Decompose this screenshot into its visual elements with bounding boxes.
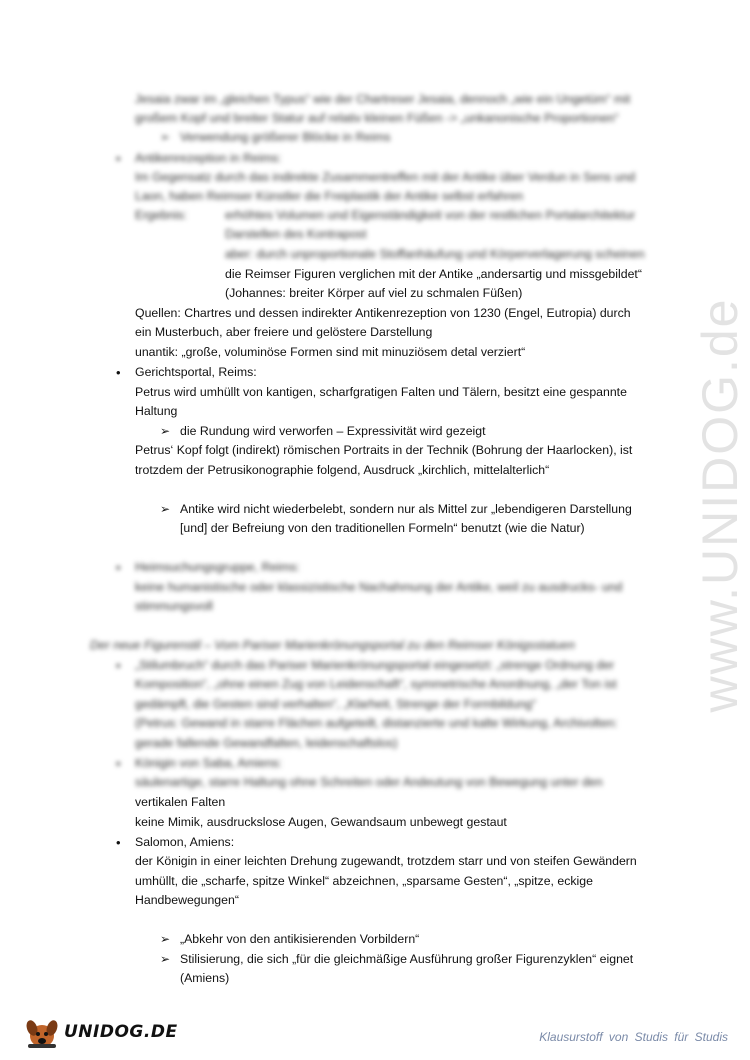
text-line: unantik: „große, voluminöse Formen sind mit minuziösem detal verziert“ bbox=[135, 345, 526, 359]
text-line: (Petrus: Gewand in starre Flächen aufgeteilt, distanzierte und kalte Wirkung, Archivolten: bbox=[135, 716, 618, 730]
bullet-icon: • bbox=[116, 560, 121, 575]
text-line: vertikalen Falten bbox=[135, 795, 226, 809]
text-line: keine Mimik, ausdruckslose Augen, Gewandsaum unbewegt gestaut bbox=[135, 815, 507, 829]
text-line: Quellen: Chartres und dessen indirekter Antikenrezeption von 1230 (Engel, Eutropia) durch bbox=[135, 306, 631, 320]
watermark bbox=[690, 280, 750, 730]
bullet-icon: • bbox=[116, 756, 121, 771]
text-line: Laon, haben Reimser Künstler die Freiplastik der Antike selbst erfahren bbox=[135, 189, 524, 203]
footer-slogan: Klausurstoff von Studis für Studis bbox=[539, 1030, 728, 1044]
text-line: „Abkehr von den antikisierenden Vorbildern“ bbox=[180, 932, 420, 946]
text-line: die Rundung wird verworfen – Expressivität wird gezeigt bbox=[180, 424, 486, 438]
text-line: Darstellen des Kontrapost bbox=[225, 227, 367, 241]
logo-text: UNIDOG.DE bbox=[64, 1022, 178, 1042]
arrow-bullet-icon: ➢ bbox=[160, 130, 171, 144]
unidog-logo bbox=[22, 1016, 178, 1052]
dog-mascot-icon bbox=[22, 1016, 62, 1050]
text-line: Antike wird nicht wiederbelebt, sondern nur als Mittel zur „lebendigeren Darstellung bbox=[180, 502, 632, 516]
watermark-text: www.UNIDOG.de bbox=[692, 297, 748, 713]
text-line: die Reimser Figuren verglichen mit der Antike „andersartig und missgebildet“ bbox=[225, 267, 642, 281]
text-line: stimmungsvoll bbox=[135, 599, 213, 613]
text-line: aber: durch unproportionale Stoffanhäufung und Körperverlagerung scheinen bbox=[225, 247, 645, 261]
text-line: [und] der Befreiung von den traditionellen Formeln“ benutzt (wie die Natur) bbox=[180, 521, 585, 535]
text-line: der Königin in einer leichten Drehung zugewandt, trotzdem starr und von steifen Gewändern bbox=[135, 854, 637, 868]
arrow-bullet-icon: ➢ bbox=[160, 932, 171, 946]
text-line: Gerichtsportal, Reims: bbox=[135, 365, 257, 379]
text-line: Petrus wird umhüllt von kantigen, scharfgratigen Falten und Tälern, besitzt eine gespannte bbox=[135, 385, 627, 399]
text-line: Der neue Figurenstil – Vom Pariser Marienkrönungsportal zu den Reimser Königsstatuen bbox=[90, 638, 575, 652]
bullet-icon: • bbox=[116, 658, 121, 673]
text-line: Königin von Saba, Amiens: bbox=[135, 756, 282, 770]
text-line: Jesaia zwar im „gleichen Typus“ wie der Chartreser Jesaia, dennoch „wie ein Ungetüm“ mit bbox=[135, 92, 631, 106]
text-line: Heimsuchungsgruppe, Reims: bbox=[135, 560, 300, 574]
text-line: ein Musterbuch, aber freiere und gelöstere Darstellung bbox=[135, 325, 433, 339]
text-line: Antikenrezeption in Reims: bbox=[135, 151, 282, 165]
text-line: (Amiens) bbox=[180, 971, 230, 985]
arrow-bullet-icon: ➢ bbox=[160, 424, 171, 438]
arrow-bullet-icon: ➢ bbox=[160, 952, 171, 966]
text-line: Komposition“, „ohne einen Zug von Leidenschaft“, symmetrische Anordnung, „der Ton ist bbox=[135, 677, 617, 691]
text-line: erhöhtes Volumen und Eigenständigkeit von der restlichen Portalarchitektur bbox=[225, 208, 636, 222]
text-line: großem Kopf und breiter Statur auf relativ kleinen Füßen -> „unkanonische Proportionen“ bbox=[135, 111, 619, 125]
text-line: Haltung bbox=[135, 404, 178, 418]
bullet-icon: • bbox=[116, 835, 121, 850]
text-line: gerade fallende Gewandfalten, leidenschaftslos) bbox=[135, 736, 398, 750]
text-line: (Johannes: breiter Körper auf viel zu schmalen Füßen) bbox=[225, 286, 523, 300]
text-line: trotzdem der Petrusikonographie folgend, Ausdruck „kirchlich, mittelalterlich“ bbox=[135, 463, 550, 477]
text-line: umhüllt, die „scharfe, spitze Winkel“ abzeichnen, „sparsame Gesten“, „spitze, eckige bbox=[135, 874, 593, 888]
bullet-icon: • bbox=[116, 365, 121, 380]
text-line: Salomon, Amiens: bbox=[135, 835, 235, 849]
text-line: Ergebnis: bbox=[135, 208, 187, 222]
arrow-bullet-icon: ➢ bbox=[160, 502, 171, 516]
text-line: keine humanistische oder klassizistische Nachahmung der Antike, weil zu ausdrucks- und bbox=[135, 580, 623, 594]
text-line: Verwendung größerer Blöcke in Reims bbox=[180, 130, 391, 144]
text-line: „Stilumbruch“ durch das Pariser Marienkrönungsportal eingesetzt: „strenge Ordnung der bbox=[135, 658, 615, 672]
bullet-icon: • bbox=[116, 151, 121, 166]
text-line: säulenartige, starre Haltung ohne Schreiten oder Andeutung von Bewegung unter den bbox=[135, 775, 603, 789]
text-line: Petrus‘ Kopf folgt (indirekt) römischen Portraits in der Technik (Bohrung der Haarlocken), ist bbox=[135, 443, 633, 457]
text-line: Im Gegensatz durch das indirekte Zusammentreffen mit der Antike über Verdun in Sens und bbox=[135, 170, 636, 184]
text-line: Stilisierung, die sich „für die gleichmäßige Ausführung großer Figurenzyklen“ eignet bbox=[180, 952, 634, 966]
text-line: Handbewegungen“ bbox=[135, 893, 239, 907]
text-line: gedämpft, die Gesten sind verhalten“, „Klarheit, Strenge der Formbildung“ bbox=[135, 697, 537, 711]
